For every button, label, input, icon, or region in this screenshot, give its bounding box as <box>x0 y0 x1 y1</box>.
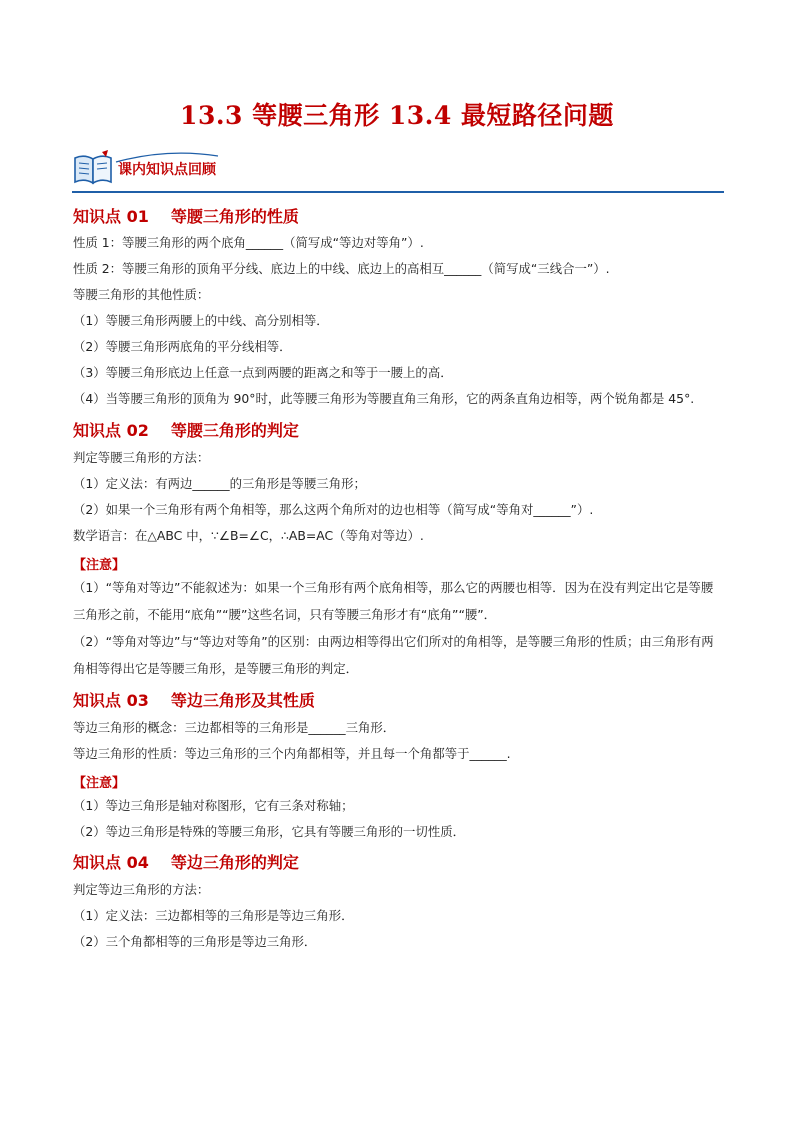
kp1-number: 知识点 01 <box>73 207 149 226</box>
kp3-number: 知识点 03 <box>73 691 149 710</box>
kp3-note: （1）等边三角形是轴对称图形，它有三条对称轴； <box>73 798 354 813</box>
main-content <box>73 204 723 960</box>
kp3-title: 等边三角形及其性质 <box>170 691 315 710</box>
section-header <box>72 148 724 194</box>
kp2-number: 知识点 02 <box>73 421 149 440</box>
open-book-icon <box>72 148 114 188</box>
page-title: 13.3 等腰三角形 13.4 最短路径问题 <box>180 101 614 130</box>
kp2-note: （2）“等角对等边”与“等边对等角”的区别：由两边相等得出它们所对的角相等，是等腰三角形的性质；由三角形有两角相等得出它是等腰三角形，是等腰三角形的判定． <box>73 634 714 676</box>
kp1-line: 性质 1：等腰三角形的两个底角______（简写成“等边对等角”）. <box>73 235 424 250</box>
kp1-line: 等腰三角形的其他性质： <box>73 287 210 302</box>
kp1-line: （2）等腰三角形两底角的平分线相等． <box>73 339 292 354</box>
kp1-line: （3）等腰三角形底边上任意一点到两腰的距离之和等于一腰上的高． <box>73 365 453 380</box>
kp1-line: （1）等腰三角形两腰上的中线、高分别相等． <box>73 313 329 328</box>
kp2-heading <box>73 418 723 440</box>
kp4-heading <box>73 850 723 872</box>
kp2-line: 数学语言：在△ABC 中，∵∠B=∠C，∴AB=AC（等角对等边）. <box>73 528 424 543</box>
kp2-line: （1）定义法：有两边______的三角形是等腰三角形； <box>73 476 366 491</box>
header-divider <box>72 191 724 193</box>
kp2-line: 判定等腰三角形的方法： <box>73 450 210 465</box>
kp3-line: 等边三角形的概念：三边都相等的三角形是______三角形． <box>73 720 396 735</box>
kp1-line: 性质 2：等腰三角形的顶角平分线、底边上的中线、底边上的高相互______（简写成“三线合一”）. <box>73 261 610 276</box>
kp2-note-label: 【注意】 <box>73 558 126 573</box>
kp2-note: （1）“等角对等边”不能叙述为：如果一个三角形有两个底角相等，那么它的两腰也相等．因为在没有判定出它是等腰三角形之前，不能用“底角”“腰”这些名词，只有等腰三角形才有“底角”“腰”． <box>73 580 714 622</box>
kp1-line: （4）当等腰三角形的顶角为 90°时，此等腰三角形为等腰直角三角形，它的两条直角边相等，两个锐角都是 45°. <box>73 391 695 406</box>
kp1-title: 等腰三角形的性质 <box>170 207 299 226</box>
section-label: 课内知识点回顾 <box>118 162 216 178</box>
kp2-title: 等腰三角形的判定 <box>170 421 299 440</box>
kp3-note: （2）等边三角形是特殊的等腰三角形，它具有等腰三角形的一切性质． <box>73 824 465 839</box>
kp3-note-label: 【注意】 <box>73 776 126 791</box>
kp4-line: （1）定义法：三边都相等的三角形是等边三角形． <box>73 908 354 923</box>
kp4-line: （2）三个角都相等的三角形是等边三角形． <box>73 934 317 949</box>
kp3-heading <box>73 688 723 710</box>
kp1-heading <box>73 204 723 226</box>
kp2-line: （2）如果一个三角形有两个角相等，那么这两个角所对的边也相等（简写成“等角对______”）. <box>73 502 594 517</box>
kp4-line: 判定等边三角形的方法： <box>73 882 210 897</box>
kp4-number: 知识点 04 <box>73 853 149 872</box>
kp4-title: 等边三角形的判定 <box>170 853 299 872</box>
kp3-line: 等边三角形的性质：等边三角形的三个内角都相等，并且每一个角都等于______. <box>73 746 511 761</box>
